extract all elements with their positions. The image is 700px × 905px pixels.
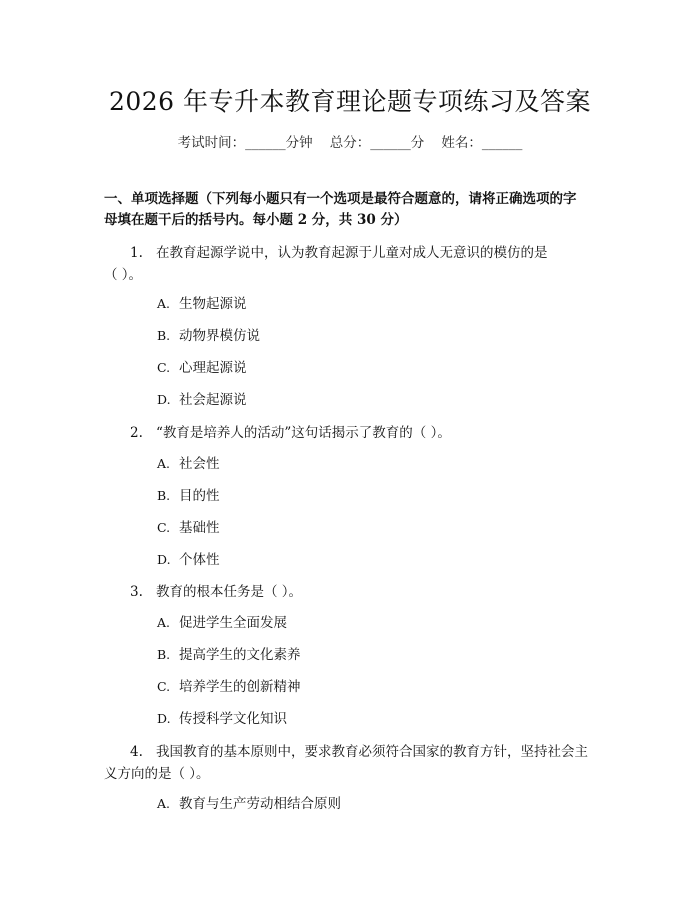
question-number: 2. [130, 425, 143, 441]
option-text: 生物起源说 [179, 296, 247, 312]
option-text: 传授科学文化知识 [179, 711, 287, 727]
option-letter: A. [157, 456, 171, 471]
question-3-option-b[interactable] [157, 645, 301, 665]
question-1 [104, 242, 596, 286]
option-letter: A. [157, 615, 171, 630]
question-text-continued: （ ）。 [104, 267, 143, 283]
option-letter: B. [157, 328, 171, 343]
option-text: 基础性 [179, 520, 220, 536]
option-letter: A. [157, 796, 171, 811]
option-text: 培养学生的创新精神 [179, 679, 301, 695]
question-1-option-d[interactable] [157, 390, 247, 410]
question-text: 教育的根本任务是（ ）。 [156, 584, 303, 600]
option-letter: B. [157, 647, 171, 662]
question-4-option-a[interactable] [157, 794, 341, 814]
option-letter: C. [157, 520, 171, 535]
question-1-option-a[interactable] [157, 294, 247, 314]
option-letter: B. [157, 488, 171, 503]
question-number: 1. [130, 245, 143, 261]
question-2-option-d[interactable] [157, 550, 220, 570]
option-text: 目的性 [179, 488, 220, 504]
option-letter: D. [157, 392, 171, 407]
question-text: “教育是培养人的活动”这句话揭示了教育的（ ）。 [156, 425, 451, 441]
section-heading-line-1: 一、单项选择题（下列每小题只有一个选项是最符合题意的，请将正确选项的字 [104, 191, 577, 207]
option-text: 社会起源说 [179, 392, 247, 408]
question-3-option-c[interactable] [157, 677, 301, 697]
option-text: 动物界模仿说 [179, 328, 260, 344]
question-number: 3. [130, 584, 143, 600]
question-3-option-d[interactable] [157, 709, 287, 729]
option-letter: D. [157, 711, 171, 726]
section-heading [104, 189, 604, 231]
question-2-option-b[interactable] [157, 486, 220, 506]
option-text: 提高学生的文化素养 [179, 647, 301, 663]
option-letter: A. [157, 296, 171, 311]
option-letter: C. [157, 360, 171, 375]
question-1-option-c[interactable] [157, 358, 247, 378]
section-heading-line-2: 母填在题干后的括号内。每小题 2 分，共 30 分） [104, 212, 408, 228]
question-3-option-a[interactable] [157, 613, 287, 633]
question-text: 在教育起源学说中，认为教育起源于儿童对成人无意识的模仿的是 [156, 245, 548, 261]
question-2-option-c[interactable] [157, 518, 220, 538]
option-text: 促进学生全面发展 [179, 615, 287, 631]
option-text: 心理起源说 [179, 360, 247, 376]
question-2 [104, 422, 596, 444]
option-letter: C. [157, 679, 171, 694]
option-text: 个体性 [179, 552, 220, 568]
question-1-option-b[interactable] [157, 326, 260, 346]
question-3 [104, 581, 596, 603]
question-text-continued: 义方向的是（ ）。 [104, 766, 210, 782]
question-number: 4. [130, 744, 143, 760]
question-4 [104, 741, 596, 785]
option-letter: D. [157, 552, 171, 567]
option-text: 教育与生产劳动相结合原则 [179, 796, 341, 812]
question-text: 我国教育的基本原则中，要求教育必须符合国家的教育方针，坚持社会主 [156, 744, 588, 760]
option-text: 社会性 [179, 456, 220, 472]
question-2-option-a[interactable] [157, 454, 220, 474]
document-title: 2026 年专升本教育理论题专项练习及答案 [108, 87, 592, 116]
exam-info-line: 考试时间：______分钟 总分：______分 姓名：______ [177, 135, 523, 151]
